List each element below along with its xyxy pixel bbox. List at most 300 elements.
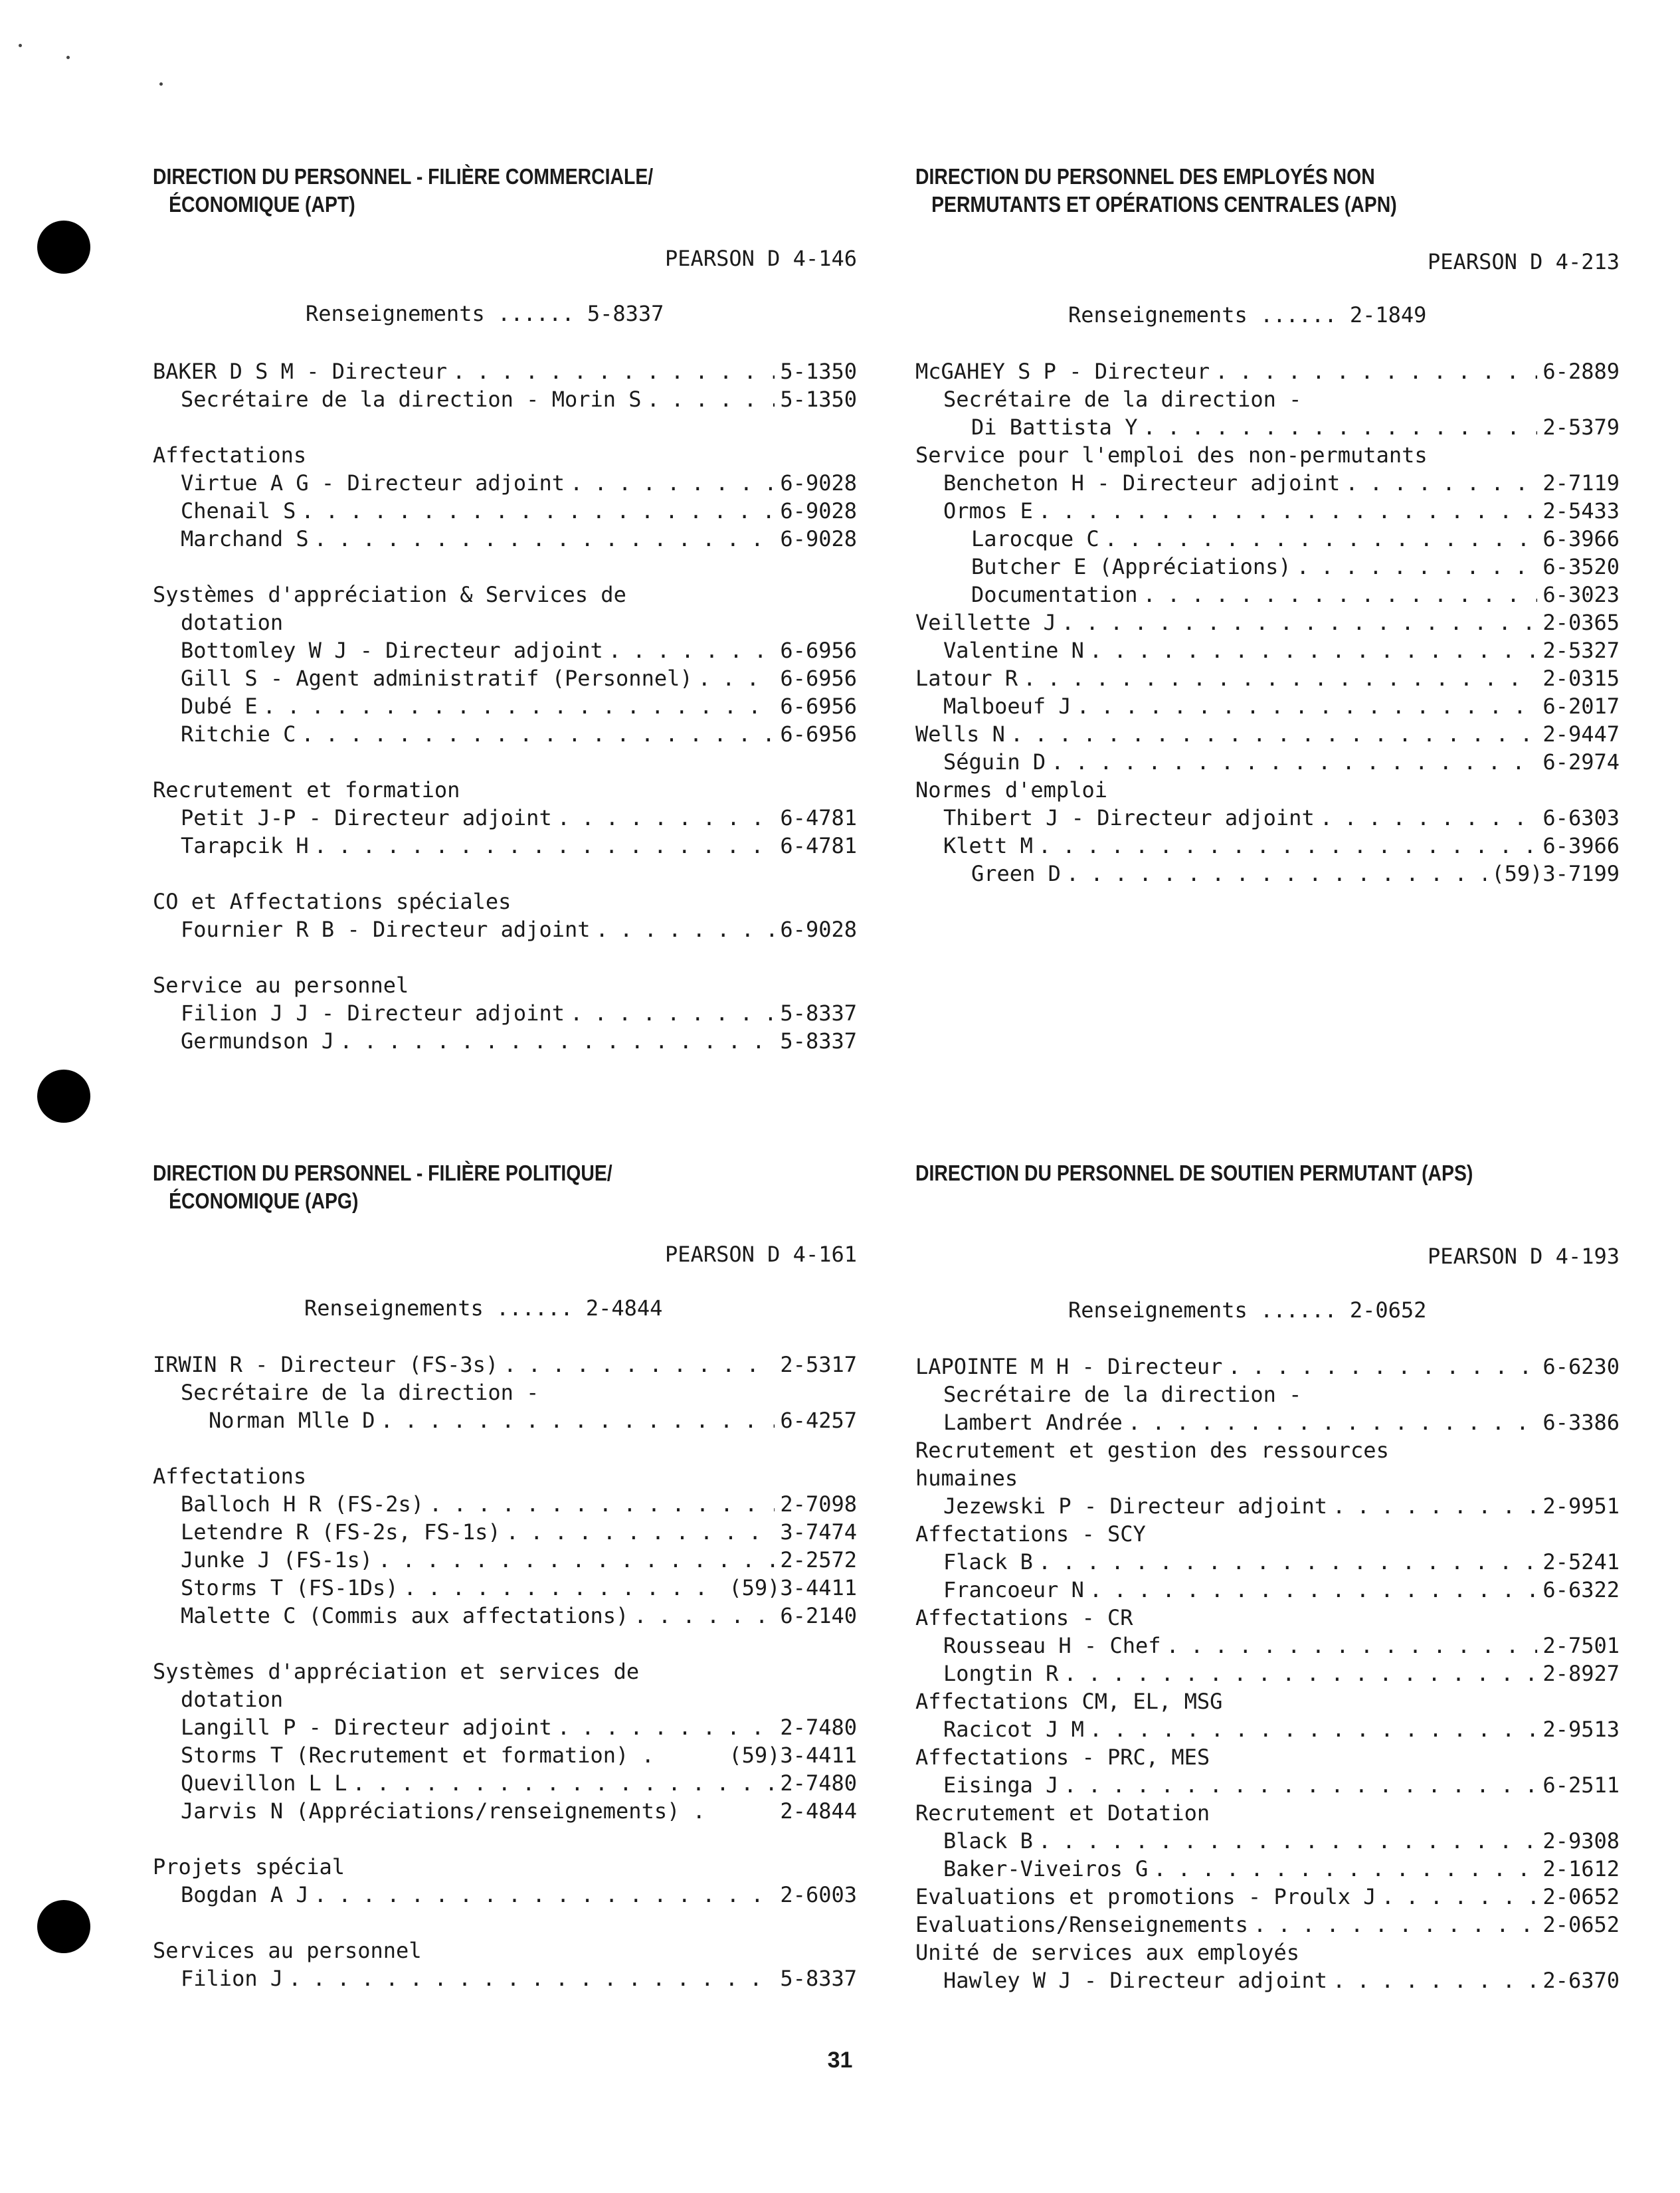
directory-entry (915, 553, 1620, 581)
section-title-line2: PERMUTANTS ET OPÉRATIONS CENTRALES (APN) (931, 192, 1397, 217)
dot-leader (1089, 1576, 1537, 1604)
directory-entry (915, 664, 1620, 692)
dot-leader (1023, 664, 1537, 692)
entry-phone: 2-9308 (1542, 1828, 1620, 1854)
entry-name: Chenail S (181, 498, 296, 524)
entry-name: Evaluations/Renseignements (915, 1912, 1248, 1937)
dot-leader (698, 664, 775, 692)
directory-entry (915, 609, 1620, 636)
dot-leader (429, 1490, 775, 1518)
entry-name: Secrétaire de la direction - (943, 1382, 1302, 1407)
section-entries (915, 357, 1620, 888)
directory-heading (153, 888, 857, 915)
entry-phone: 2-4844 (780, 1798, 857, 1824)
entry-phone: 6-6956 (780, 638, 857, 663)
directory-heading (153, 581, 857, 609)
directory-entry (915, 1827, 1620, 1855)
directory-entry (153, 1518, 857, 1546)
entry-phone: 5-8337 (780, 1001, 857, 1026)
section-entries (153, 1351, 857, 1992)
directory-entry (915, 804, 1620, 832)
directory-entry (153, 1490, 857, 1518)
entry-phone: 2-9447 (1542, 721, 1620, 747)
entry-phone: 2-9513 (1542, 1717, 1620, 1742)
section-apt (153, 163, 857, 1066)
dot-leader (1228, 1353, 1537, 1381)
entry-phone: 2-9951 (1542, 1493, 1620, 1519)
entry-phone: 6-3023 (1542, 582, 1620, 607)
entry-phone: 2-5317 (780, 1352, 857, 1377)
section-location: PEARSON D 4-213 (1428, 249, 1620, 274)
entry-name: Baker-Viveiros G (943, 1856, 1149, 1881)
directory-heading (915, 1743, 1620, 1771)
directory-entry (915, 832, 1620, 860)
directory-entry (153, 915, 857, 943)
entry-phone: 2-0315 (1542, 666, 1620, 691)
dot-leader (1105, 525, 1538, 553)
entry-name: Jarvis N (Appréciations/renseignements) . (181, 1798, 705, 1824)
entry-phone: (59)3-4411 (729, 1575, 857, 1600)
entry-name: Service pour l'emploi des non-permutants (915, 442, 1428, 468)
entry-name: Junke J (FS-1s) (181, 1547, 373, 1573)
entry-name: Malette C (Commis aux affectations) (181, 1603, 629, 1628)
entry-name: Tarapcik H (181, 833, 309, 858)
entry-name: Gill S - Agent administratif (Personnel) (181, 666, 693, 691)
directory-entry (153, 1769, 857, 1797)
directory-entry (915, 413, 1620, 441)
scan-speck (66, 56, 70, 59)
entry-name: Filion J (181, 1966, 284, 1991)
dot-leader (596, 915, 775, 943)
directory-entry (915, 525, 1620, 553)
entry-phone: 6-3520 (1542, 554, 1620, 579)
directory-entry (915, 860, 1620, 888)
directory-heading (915, 1604, 1620, 1632)
entry-name: dotation (181, 610, 284, 635)
entry-name: Dubé E (181, 694, 258, 719)
directory-entry (153, 636, 857, 664)
section-info-line: Renseignements ...... 2-0652 (1068, 1297, 1427, 1323)
directory-entry (915, 357, 1620, 385)
entry-phone: 6-2889 (1542, 359, 1620, 384)
entry-phone: 6-6956 (780, 721, 857, 747)
entry-name: Filion J J - Directeur adjoint (181, 1001, 565, 1026)
entry-name: Letendre R (FS-2s, FS-1s) (181, 1519, 501, 1545)
section-title (153, 163, 856, 219)
entry-name: Affectations - CR (915, 1605, 1133, 1630)
dot-leader (506, 1518, 775, 1546)
directory-entry (915, 720, 1620, 748)
entry-name: Valentine N (943, 638, 1084, 663)
entry-phone: 2-5433 (1542, 498, 1620, 524)
entry-name: Langill P - Directeur adjoint (181, 1715, 552, 1740)
section-title-line2: ÉCONOMIQUE (APG) (169, 1189, 359, 1213)
entry-name: Recrutement et formation (153, 777, 460, 803)
directory-entry (153, 497, 857, 525)
entry-name: Eisinga J (943, 1772, 1059, 1798)
directory-entry (153, 385, 857, 413)
entry-name: Affectations - SCY (915, 1521, 1146, 1547)
dot-leader (404, 1574, 724, 1602)
entry-name: Systèmes d'appréciation & Services de (153, 582, 626, 607)
dot-leader (288, 1964, 775, 1992)
entry-phone: 2-5241 (1542, 1549, 1620, 1574)
directory-entry (153, 525, 857, 553)
directory-entry (915, 636, 1620, 664)
dot-leader (1038, 497, 1538, 525)
dot-leader (352, 1769, 775, 1797)
entry-name: Secrétaire de la direction - (943, 387, 1302, 412)
entry-phone: 6-3966 (1542, 526, 1620, 551)
entry-phone: 2-5327 (1542, 638, 1620, 663)
entry-name: Rousseau H - Chef (943, 1633, 1161, 1658)
entry-name: Marchand S (181, 526, 309, 551)
entry-name: Quevillon L L (181, 1770, 347, 1796)
section-title-line2: ÉCONOMIQUE (APT) (169, 192, 355, 217)
entry-name: IRWIN R - Directeur (FS-3s) (153, 1352, 499, 1377)
entry-name: Di Battista Y (971, 415, 1138, 440)
section-title (915, 1159, 1618, 1187)
entry-phone: 6-4257 (780, 1408, 857, 1433)
dot-leader (570, 469, 775, 497)
entry-phone: 2-6003 (780, 1882, 857, 1907)
dot-leader (1077, 692, 1538, 720)
directory-entry (153, 999, 857, 1027)
entry-phone: 2-7480 (780, 1715, 857, 1740)
directory-heading (153, 1379, 857, 1406)
entry-phone: 6-2140 (780, 1603, 857, 1628)
dot-leader (1064, 1660, 1537, 1687)
directory-heading (915, 441, 1620, 469)
entry-name: humaines (915, 1466, 1018, 1491)
dot-leader (570, 999, 775, 1027)
entry-name: Green D (971, 861, 1061, 886)
section-apn (915, 163, 1620, 1066)
entry-phone: 2-0365 (1542, 610, 1620, 635)
entry-phone: 2-5379 (1542, 415, 1620, 440)
directory-entry (915, 1855, 1620, 1883)
directory-entry (153, 1602, 857, 1630)
entry-name: Butcher E (Appréciations) (971, 554, 1291, 579)
entry-phone: 6-6956 (780, 666, 857, 691)
entry-name: Secrétaire de la direction - Morin S (181, 387, 642, 412)
entry-name: Bencheton H - Directeur adjoint (943, 470, 1341, 496)
entry-phone: 6-6956 (780, 694, 857, 719)
entry-name: Virtue A G - Directeur adjoint (181, 470, 565, 496)
entry-phone: 2-8927 (1542, 1661, 1620, 1686)
section-info-line: Renseignements ...... 2-4844 (304, 1295, 663, 1321)
directory-entry (915, 1966, 1620, 1994)
section-apg (153, 1159, 857, 2023)
entry-name: Germundson J (181, 1028, 335, 1054)
dot-leader (1153, 1855, 1537, 1883)
entry-name: Jezewski P - Directeur adjoint (943, 1493, 1327, 1519)
directory-entry (915, 1576, 1620, 1604)
dot-leader (1333, 1966, 1537, 1994)
dot-leader (1143, 413, 1537, 441)
directory-heading (153, 971, 857, 999)
directory-entry (153, 1351, 857, 1379)
entry-name: Wells N (915, 721, 1005, 747)
entry-phone: 5-8337 (780, 1966, 857, 1991)
section-title-line2: DIRECTION DU PERSONNEL DE SOUTIEN PERMUTANT (APS) (915, 1161, 1473, 1185)
directory-entry (153, 469, 857, 497)
entry-name: Longtin R (943, 1661, 1059, 1686)
entry-phone: 2-7119 (1542, 470, 1620, 496)
entry-phone: 2-0652 (1542, 1884, 1620, 1909)
section-entries (915, 1353, 1620, 1994)
entry-phone: 6-6230 (1542, 1354, 1620, 1379)
directory-heading (915, 1939, 1620, 1966)
entry-name: Unité de services aux employés (915, 1940, 1299, 1965)
entry-phone: 6-4781 (780, 805, 857, 830)
entry-phone: 3-7474 (780, 1519, 857, 1545)
scan-speck (19, 44, 22, 47)
entry-phone: 2-6370 (1542, 1968, 1620, 1993)
dot-leader (1062, 609, 1537, 636)
dot-leader (1089, 1715, 1537, 1743)
dot-leader (1143, 581, 1537, 609)
entry-name: Bogdan A J (181, 1882, 309, 1907)
dot-leader (1010, 720, 1538, 748)
directory-entry (915, 1632, 1620, 1660)
directory-entry (915, 1353, 1620, 1381)
directory-heading (915, 1464, 1620, 1492)
dot-leader (380, 1406, 775, 1434)
dot-leader (1051, 748, 1537, 776)
dot-leader (1382, 1883, 1538, 1911)
page-number: 31 (827, 2048, 853, 2073)
entry-phone: (59)3-4411 (729, 1743, 857, 1768)
directory-heading (153, 1937, 857, 1964)
directory-heading (153, 776, 857, 804)
directory-entry (153, 832, 857, 860)
entry-phone: 6-9028 (780, 470, 857, 496)
directory-heading (153, 1853, 857, 1881)
dot-leader (608, 636, 775, 664)
entry-name: Norman Mlle D (209, 1408, 375, 1433)
dot-leader (1167, 1632, 1538, 1660)
directory-entry (915, 581, 1620, 609)
section-info-line: Renseignements ...... 5-8337 (306, 301, 664, 326)
directory-entry (153, 1546, 857, 1574)
directory-entry (153, 1964, 857, 1992)
entry-name: Projets spécial (153, 1854, 345, 1879)
directory-heading (153, 441, 857, 469)
entry-name: Storms T (FS-1Ds) (181, 1575, 399, 1600)
directory-entry (915, 1492, 1620, 1520)
entry-phone: 5-1350 (780, 359, 857, 384)
entry-phone: 6-3966 (1542, 833, 1620, 858)
directory-entry (915, 1715, 1620, 1743)
section-aps (915, 1159, 1620, 2023)
section-title (153, 1159, 856, 1215)
dot-leader (1128, 1408, 1538, 1436)
entry-phone: 6-6322 (1542, 1577, 1620, 1602)
directory-entry (153, 1574, 857, 1602)
directory-entry (915, 748, 1620, 776)
directory-entry (153, 692, 857, 720)
dot-leader (1254, 1911, 1538, 1939)
directory-entry (915, 1548, 1620, 1576)
entry-name: LAPOINTE M H - Directeur (915, 1354, 1223, 1379)
entry-name: Veillette J (915, 610, 1056, 635)
dot-leader (1089, 636, 1537, 664)
entry-name: Petit J-P - Directeur adjoint (181, 805, 552, 830)
binder-hole-top (37, 221, 90, 274)
entry-name: Recrutement et Dotation (915, 1800, 1210, 1826)
directory-heading (915, 776, 1620, 804)
dot-leader (301, 497, 775, 525)
entry-name: Service au personnel (153, 973, 409, 998)
dot-leader (314, 1881, 775, 1909)
entry-name: CO et Affectations spéciales (153, 889, 512, 914)
entry-phone: (59)3-7199 (1491, 861, 1620, 886)
section-location: PEARSON D 4-146 (665, 246, 857, 271)
dot-leader (452, 357, 775, 385)
entry-phone: 6-6303 (1542, 805, 1620, 830)
dot-leader (504, 1351, 775, 1379)
entry-name: Hawley W J - Directeur adjoint (943, 1968, 1327, 1993)
directory-entry (153, 804, 857, 832)
entry-name: Secrétaire de la direction - (181, 1380, 539, 1405)
directory-entry (153, 357, 857, 385)
entry-name: Affectations - PRC, MES (915, 1745, 1210, 1770)
section-location: PEARSON D 4-161 (665, 1242, 857, 1267)
entry-name: Balloch H R (FS-2s) (181, 1491, 424, 1517)
section-info-line: Renseignements ...... 2-1849 (1068, 302, 1427, 328)
entry-name: Recrutement et gestion des ressources (915, 1438, 1389, 1463)
dot-leader (378, 1546, 775, 1574)
entry-phone: 6-3386 (1542, 1410, 1620, 1435)
entry-name: Systèmes d'appréciation et services de (153, 1659, 640, 1684)
dot-leader (557, 1713, 775, 1741)
directory-heading (153, 609, 857, 636)
dot-leader (647, 385, 775, 413)
dot-leader (634, 1602, 775, 1630)
directory-entry (915, 1660, 1620, 1687)
directory-entry (153, 1741, 857, 1769)
entry-name: Lambert Andrée (943, 1410, 1123, 1435)
entry-name: Bottomley W J - Directeur adjoint (181, 638, 603, 663)
directory-entry (915, 1911, 1620, 1939)
entry-name: Documentation (971, 582, 1138, 607)
entry-name: Affectations (153, 1464, 307, 1489)
directory-entry (153, 1406, 857, 1434)
section-title-line1: DIRECTION DU PERSONNEL DES EMPLOYÉS NON (915, 164, 1375, 189)
entry-name: Ritchie C (181, 721, 296, 747)
dot-leader (1038, 1827, 1538, 1855)
entry-name: Latour R (915, 666, 1018, 691)
entry-name: Black B (943, 1828, 1033, 1854)
entry-name: Flack B (943, 1549, 1033, 1574)
entry-phone: 2-7480 (780, 1770, 857, 1796)
entry-phone: 2-2572 (780, 1547, 857, 1573)
directory-heading (915, 1520, 1620, 1548)
entry-name: McGAHEY S P - Directeur (915, 359, 1210, 384)
dot-leader (314, 832, 775, 860)
dot-leader (1215, 357, 1537, 385)
entry-name: Storms T (Recrutement et formation) . (181, 1743, 654, 1768)
directory-entry (915, 1883, 1620, 1911)
dot-leader (557, 804, 775, 832)
dot-leader (1066, 860, 1486, 888)
directory-entry (915, 1771, 1620, 1799)
directory-entry (153, 1797, 857, 1825)
entry-name: Normes d'emploi (915, 777, 1107, 803)
section-title-line1: DIRECTION DU PERSONNEL - FILIÈRE COMMERCIALE/ (153, 164, 654, 189)
section-location: PEARSON D 4-193 (1428, 1244, 1620, 1269)
dot-leader (314, 525, 775, 553)
directory-entry (915, 692, 1620, 720)
section-title-line1: DIRECTION DU PERSONNEL - FILIÈRE POLITIQUE/ (153, 1161, 612, 1185)
directory-entry (153, 664, 857, 692)
dot-leader (1038, 1548, 1538, 1576)
directory-heading (915, 1687, 1620, 1715)
scan-speck (159, 82, 163, 86)
directory-heading (153, 1658, 857, 1685)
entry-name: Evaluations et promotions - Proulx J (915, 1884, 1376, 1909)
section-title (915, 163, 1618, 219)
entry-phone: 6-9028 (780, 526, 857, 551)
directory-entry (153, 1713, 857, 1741)
dot-leader (1333, 1492, 1537, 1520)
directory-heading (915, 385, 1620, 413)
directory-entry (153, 1881, 857, 1909)
entry-phone: 2-7098 (780, 1491, 857, 1517)
entry-name: Services au personnel (153, 1938, 422, 1963)
entry-name: Larocque C (971, 526, 1099, 551)
directory-entry (915, 497, 1620, 525)
dot-leader (1297, 553, 1538, 581)
binder-hole-bottom (37, 1900, 90, 1953)
entry-name: Klett M (943, 833, 1033, 858)
entry-phone: 6-2974 (1542, 749, 1620, 775)
directory-entry (153, 1027, 857, 1055)
entry-name: Affectations (153, 442, 307, 468)
entry-phone: 5-1350 (780, 387, 857, 412)
directory-heading (153, 1462, 857, 1490)
directory-heading (915, 1799, 1620, 1827)
entry-phone: 5-8337 (780, 1028, 857, 1054)
dot-leader (1038, 832, 1538, 860)
dot-leader (301, 720, 775, 748)
dot-leader (1345, 469, 1537, 497)
directory-heading (915, 1436, 1620, 1464)
binder-hole-middle (37, 1070, 90, 1123)
section-entries (153, 357, 857, 1055)
dot-leader (1064, 1771, 1537, 1799)
entry-phone: 2-0652 (1542, 1912, 1620, 1937)
entry-name: Francoeur N (943, 1577, 1084, 1602)
entry-phone: 2-1612 (1542, 1856, 1620, 1881)
dot-leader (1320, 804, 1538, 832)
entry-name: Thibert J - Directeur adjoint (943, 805, 1315, 830)
entry-name: Affectations CM, EL, MSG (915, 1689, 1223, 1714)
entry-name: Malboeuf J (943, 694, 1072, 719)
entry-phone: 6-2017 (1542, 694, 1620, 719)
directory-heading (153, 1685, 857, 1713)
entry-phone: 6-9028 (780, 498, 857, 524)
entry-phone: 6-4781 (780, 833, 857, 858)
entry-phone: 6-9028 (780, 917, 857, 942)
entry-name: Séguin D (943, 749, 1046, 775)
dot-leader (339, 1027, 775, 1055)
entry-name: Ormos E (943, 498, 1033, 524)
directory-entry (915, 469, 1620, 497)
entry-phone: 6-2511 (1542, 1772, 1620, 1798)
entry-name: dotation (181, 1687, 284, 1712)
